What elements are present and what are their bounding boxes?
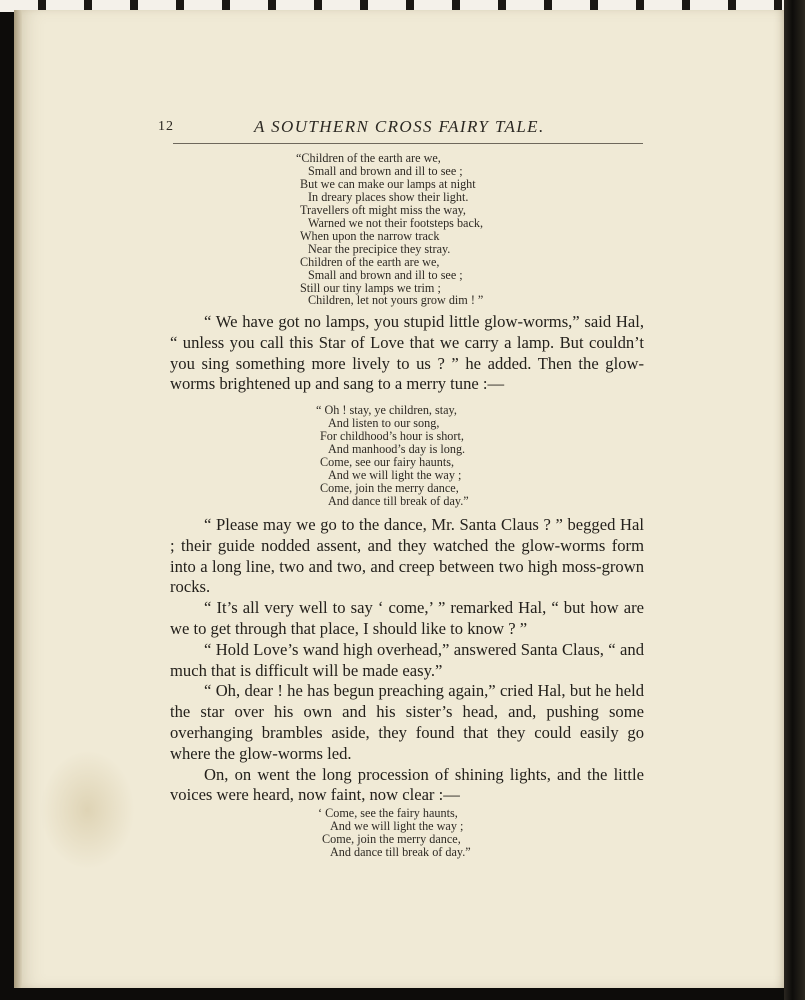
verse-line: Small and brown and ill to see ;: [308, 267, 463, 282]
verse-line: ‘ Come, see the fairy haunts,: [318, 806, 458, 820]
verse-line: Children, let not yours grow dim ! ”: [308, 293, 484, 308]
paragraph-no-lamps: [170, 312, 644, 395]
verse-line: Come, join the merry dance,: [322, 831, 461, 846]
verse-line: In dreary places show their light.: [308, 189, 469, 204]
paragraph: “ It’s all very well to say ‘ come,’ ” remarked Hal, “ but how are we to get through that place, I should like to know ? ”: [170, 598, 644, 638]
running-title: A SOUTHERN CROSS FAIRY TALE.: [254, 117, 545, 136]
verse-glow-worm-song-2: [316, 404, 469, 508]
paragraph: “ Please may we go to the dance, Mr. Santa Claus ? ” begged Hal ; their guide nodded assent, and they watched the glow-worms form into a long line, two and two, and creep between two high moss-grown rocks.: [170, 515, 644, 597]
verse-line: And dance till break of day.”: [328, 493, 469, 508]
paragraph: “ Hold Love’s wand high overhead,” answered Santa Claus, “ and much that is difficult will be made easy.”: [170, 639, 644, 680]
verse-line: And we will light the way ;: [328, 467, 462, 482]
header-rule: [173, 143, 643, 144]
verse-line: Come, see our fairy haunts,: [320, 454, 455, 469]
verse-line: Small and brown and ill to see ;: [308, 163, 463, 178]
paragraph: “ Oh, dear ! he has begun preaching again,” cried Hal, but he held the star over his own and his sister’s head, and, pushing some overhanging brambles aside, they found that they could easily go where the glow-worms led.: [170, 681, 644, 763]
paper-stain: [40, 750, 135, 870]
verse-line: And listen to our song,: [328, 415, 440, 430]
verse-line: Near the precipice they stray.: [308, 241, 451, 256]
verse-line: “Children of the earth are we,: [296, 151, 441, 165]
verse-line: Warned we not their footsteps back,: [308, 215, 484, 230]
paragraph: On, on went the long procession of shining lights, and the little voices were heard, now faint, now clear :—: [170, 764, 644, 805]
verse-line: And manhood’s day is long.: [328, 441, 466, 456]
verse-glow-worm-song-3: [318, 807, 471, 859]
verse-line: And dance till break of day.”: [330, 844, 471, 859]
verse-line: Travellers oft might miss the way,: [300, 202, 466, 217]
page-number: 12: [158, 119, 174, 134]
verse-line: Come, join the merry dance,: [320, 480, 459, 495]
verse-line: Children of the earth are we,: [300, 254, 440, 269]
verse-line: And we will light the way ;: [330, 818, 464, 833]
verse-line: Still our tiny lamps we trim ;: [300, 280, 441, 295]
page-gutter: [14, 10, 22, 988]
verse-line: When upon the narrow track: [300, 228, 440, 243]
page-header: [158, 117, 640, 141]
paragraph: “ We have got no lamps, you stupid little glow-worms,” said Hal, “ unless you call this Star of Love that we carry a lamp. But couldn’t you sing something more lively to us ? ” he added. Then the glow-worms brightened up and sang to a merry tune :—: [170, 312, 644, 394]
verse-glow-worm-song-1: [296, 152, 483, 307]
narrative-paragraphs: [170, 515, 644, 806]
verse-line: For childhood’s hour is short,: [320, 428, 464, 443]
verse-line: But we can make our lamps at night: [300, 176, 476, 191]
book-binding-edge: [784, 0, 805, 1000]
verse-line: “ Oh ! stay, ye children, stay,: [316, 403, 457, 417]
